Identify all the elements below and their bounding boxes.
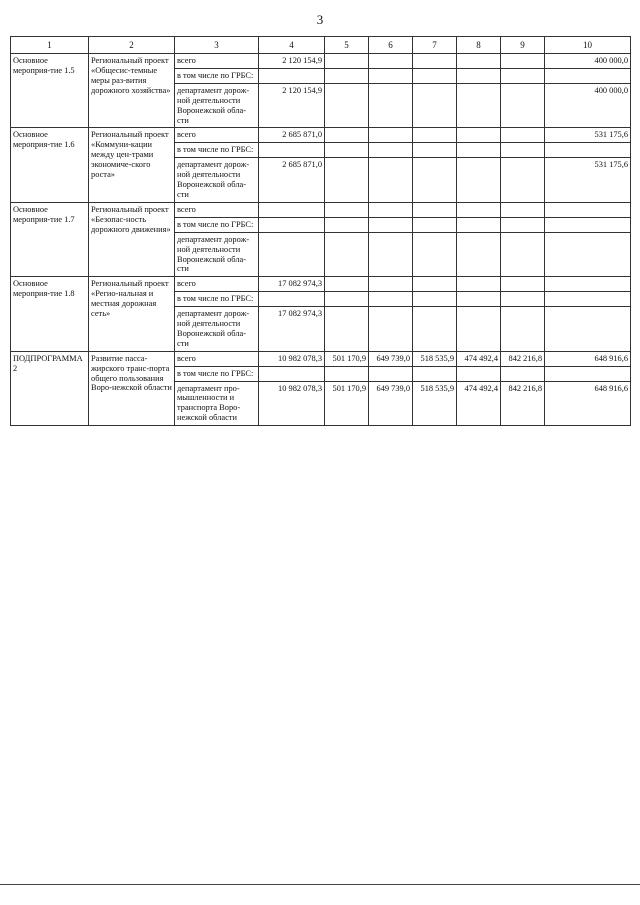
amount-cell xyxy=(325,307,369,352)
amount-cell xyxy=(413,307,457,352)
amount-cell: 2 120 154,9 xyxy=(259,54,325,69)
amount-cell: 10 982 078,3 xyxy=(259,351,325,366)
column-header: 10 xyxy=(545,37,631,54)
amount-cell xyxy=(325,292,369,307)
amount-cell xyxy=(501,158,545,203)
amount-cell xyxy=(325,158,369,203)
amount-cell xyxy=(457,202,501,217)
amount-cell xyxy=(369,307,413,352)
amount-cell xyxy=(545,232,631,277)
amount-cell xyxy=(413,143,457,158)
funding-source-cell: департамент про-мышленности и транспорта Воро-нежской области xyxy=(175,381,259,426)
amount-cell xyxy=(413,277,457,292)
amount-cell: 17 082 974,3 xyxy=(259,277,325,292)
table-row xyxy=(11,351,631,366)
table-row xyxy=(11,277,631,292)
amount-cell xyxy=(325,83,369,128)
amount-cell: 501 170,9 xyxy=(325,351,369,366)
amount-cell: 648 916,6 xyxy=(545,381,631,426)
amount-cell xyxy=(545,202,631,217)
amount-cell: 10 982 078,3 xyxy=(259,381,325,426)
amount-cell xyxy=(325,143,369,158)
amount-cell xyxy=(457,54,501,69)
project-name-cell: Региональный проект «Коммуни-кации между цен-трами экономиче-ского роста» xyxy=(89,128,175,202)
project-name-cell: Региональный проект «Безопас-ность дорожного движения» xyxy=(89,202,175,276)
table-row xyxy=(11,128,631,143)
amount-cell: 474 492,4 xyxy=(457,351,501,366)
amount-cell xyxy=(457,158,501,203)
funding-source-cell: в том числе по ГРБС: xyxy=(175,292,259,307)
amount-cell: 17 082 974,3 xyxy=(259,307,325,352)
amount-cell xyxy=(369,83,413,128)
amount-cell xyxy=(413,128,457,143)
page-number: 3 xyxy=(316,12,324,27)
amount-cell: 518 535,9 xyxy=(413,381,457,426)
amount-cell xyxy=(413,232,457,277)
column-header: 4 xyxy=(259,37,325,54)
column-header: 6 xyxy=(369,37,413,54)
column-header: 5 xyxy=(325,37,369,54)
amount-cell: 648 916,6 xyxy=(545,351,631,366)
amount-cell xyxy=(369,366,413,381)
amount-cell xyxy=(501,68,545,83)
amount-cell xyxy=(545,366,631,381)
amount-cell xyxy=(369,232,413,277)
amount-cell xyxy=(259,68,325,83)
amount-cell: 2 685 871,0 xyxy=(259,158,325,203)
amount-cell xyxy=(413,366,457,381)
amount-cell: 474 492,4 xyxy=(457,381,501,426)
amount-cell xyxy=(501,232,545,277)
amount-cell: 2 120 154,9 xyxy=(259,83,325,128)
table-row xyxy=(11,54,631,69)
amount-cell xyxy=(413,54,457,69)
program-item-cell: Основное мероприя-тие 1.7 xyxy=(11,202,89,276)
amount-cell xyxy=(501,143,545,158)
amount-cell xyxy=(457,217,501,232)
column-header: 2 xyxy=(89,37,175,54)
funding-source-cell: всего xyxy=(175,277,259,292)
amount-cell xyxy=(501,128,545,143)
project-name-cell: Региональный проект «Общесис-темные меры раз-вития дорожного хозяйства» xyxy=(89,54,175,128)
amount-cell xyxy=(259,292,325,307)
amount-cell xyxy=(369,143,413,158)
amount-cell xyxy=(325,202,369,217)
amount-cell xyxy=(545,277,631,292)
project-name-cell: Развитие пасса-жирского транс-порта общего пользования Воро-нежской области xyxy=(89,351,175,425)
amount-cell xyxy=(369,277,413,292)
amount-cell xyxy=(457,128,501,143)
funding-source-cell: в том числе по ГРБС: xyxy=(175,68,259,83)
amount-cell xyxy=(369,217,413,232)
amount-cell xyxy=(457,143,501,158)
amount-cell xyxy=(545,217,631,232)
amount-cell xyxy=(413,217,457,232)
program-item-cell: ПОДПРОГРАММА 2 xyxy=(11,351,89,425)
project-name-cell: Региональный проект «Регио-нальная и местная дорожная сеть» xyxy=(89,277,175,351)
funding-source-cell: департамент дорож-ной деятельности Воронежской обла-сти xyxy=(175,307,259,352)
amount-cell xyxy=(325,68,369,83)
amount-cell xyxy=(457,68,501,83)
amount-cell xyxy=(413,158,457,203)
amount-cell xyxy=(325,128,369,143)
funding-source-cell: департамент дорож-ной деятельности Воронежской обла-сти xyxy=(175,158,259,203)
table-row xyxy=(11,202,631,217)
amount-cell xyxy=(457,83,501,128)
amount-cell: 842 216,8 xyxy=(501,381,545,426)
amount-cell xyxy=(369,54,413,69)
amount-cell xyxy=(369,158,413,203)
amount-cell: 649 739,0 xyxy=(369,351,413,366)
amount-cell xyxy=(413,292,457,307)
amount-cell xyxy=(413,202,457,217)
amount-cell: 400 000,0 xyxy=(545,54,631,69)
amount-cell xyxy=(259,217,325,232)
column-header: 9 xyxy=(501,37,545,54)
amount-cell xyxy=(545,68,631,83)
amount-cell xyxy=(501,292,545,307)
amount-cell xyxy=(501,366,545,381)
funding-source-cell: департамент дорож-ной деятельности Воронежской обла-сти xyxy=(175,232,259,277)
funding-source-cell: департамент дорож-ной деятельности Воронежской обла-сти xyxy=(175,83,259,128)
amount-cell xyxy=(259,366,325,381)
amount-cell xyxy=(259,232,325,277)
amount-cell xyxy=(369,202,413,217)
column-header: 3 xyxy=(175,37,259,54)
amount-cell xyxy=(457,277,501,292)
column-header: 7 xyxy=(413,37,457,54)
column-header: 1 xyxy=(11,37,89,54)
program-item-cell: Основное мероприя-тие 1.8 xyxy=(11,277,89,351)
amount-cell xyxy=(457,292,501,307)
amount-cell xyxy=(545,143,631,158)
amount-cell xyxy=(457,307,501,352)
funding-source-cell: в том числе по ГРБС: xyxy=(175,366,259,381)
amount-cell: 649 739,0 xyxy=(369,381,413,426)
budget-table xyxy=(10,36,631,426)
amount-cell xyxy=(325,54,369,69)
funding-source-cell: всего xyxy=(175,351,259,366)
amount-cell xyxy=(259,202,325,217)
amount-cell xyxy=(501,202,545,217)
amount-cell: 400 000,0 xyxy=(545,83,631,128)
amount-cell xyxy=(501,307,545,352)
amount-cell xyxy=(369,292,413,307)
amount-cell xyxy=(325,277,369,292)
bottom-rule xyxy=(0,884,640,885)
amount-cell: 531 175,6 xyxy=(545,158,631,203)
amount-cell: 531 175,6 xyxy=(545,128,631,143)
amount-cell xyxy=(545,292,631,307)
amount-cell xyxy=(325,217,369,232)
amount-cell xyxy=(369,128,413,143)
amount-cell xyxy=(501,217,545,232)
amount-cell xyxy=(413,83,457,128)
amount-cell xyxy=(325,366,369,381)
table-header-row xyxy=(11,37,631,54)
column-header: 8 xyxy=(457,37,501,54)
funding-source-cell: всего xyxy=(175,202,259,217)
amount-cell xyxy=(413,68,457,83)
funding-source-cell: в том числе по ГРБС: xyxy=(175,217,259,232)
amount-cell xyxy=(501,54,545,69)
amount-cell xyxy=(501,83,545,128)
amount-cell xyxy=(369,68,413,83)
funding-source-cell: всего xyxy=(175,54,259,69)
amount-cell xyxy=(457,366,501,381)
amount-cell xyxy=(259,143,325,158)
amount-cell: 501 170,9 xyxy=(325,381,369,426)
program-item-cell: Основное мероприя-тие 1.6 xyxy=(11,128,89,202)
amount-cell xyxy=(325,232,369,277)
funding-source-cell: всего xyxy=(175,128,259,143)
amount-cell xyxy=(457,232,501,277)
amount-cell: 2 685 871,0 xyxy=(259,128,325,143)
amount-cell xyxy=(545,307,631,352)
amount-cell xyxy=(501,277,545,292)
table-body xyxy=(11,37,631,426)
program-item-cell: Основное мероприя-тие 1.5 xyxy=(11,54,89,128)
amount-cell: 842 216,8 xyxy=(501,351,545,366)
amount-cell: 518 535,9 xyxy=(413,351,457,366)
funding-source-cell: в том числе по ГРБС: xyxy=(175,143,259,158)
